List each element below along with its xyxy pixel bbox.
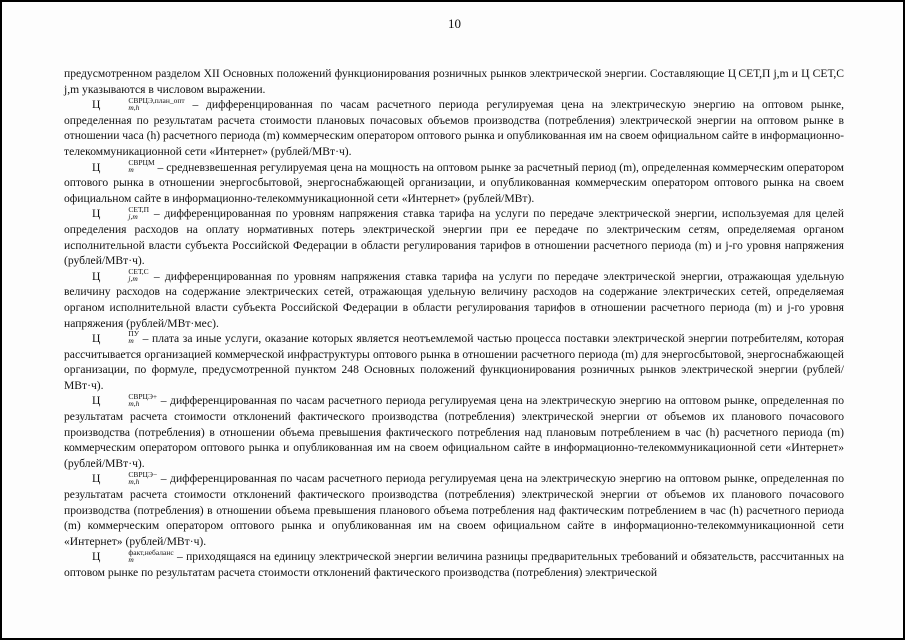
paragraph-definition: Ц СВРЦЭ− m,h – дифференцированная по часам расчетного периода регулируемая цена на электрическую энергию на оптовом рынке, определенная по результатам расчета стоимости отклонений фактического производства (потребления) электрической энергии от объемов их планового почасового производства (потребления) в отношении объема превышения планового объема потребления над фактическим потреблением в час (h) расчетного периода (m) коммерческим оператором оптового рынка и опубликованная им на своем официальном сайте в информационно-телекоммуникационной сети «Интернет» (рублей/МВт·ч).	[64, 469, 844, 548]
formula-symbol: Ц СВРЦМ m	[92, 157, 155, 174]
paragraph-definition: Ц СВРЦМ m – средневзвешенная регулируемая цена на мощность на оптовом рынке за расчетный период (m), определенная коммерческим оператором оптового рынка в отношении энергосбытовой, энергоснабжающей организации, и опубликованная коммерческим оператором оптового рынка на своем официальном сайте в информационно-телекоммуникационной сети «Интернет» (рублей/МВт).	[64, 157, 844, 205]
paragraph-definition: Ц факт,небаланс m – приходящаяся на единицу электрической энергии величина разницы предварительных требований и обязательств, рассчитанных на оптовом рынке по результатам расчета стоимости отклонений фактического производства (потребления) электрической	[64, 547, 844, 579]
document-body	[64, 66, 844, 581]
paragraph-definition: Ц СЕТ,С j,m – дифференцированная по уровням напряжения ставка тарифа на услуги по передаче электрической энергии, отражающая удельную величину расходов на содержание электрических сетей, отражающая удельную величину расходов на содержание электрических сетей, определяемая органом исполнительной власти субъекта Российской Федерации в области регулирования тарифов в отношении расчетного периода (m) и j-го уровня напряжения (рублей/МВт·мес).	[64, 267, 844, 330]
formula-symbol: Ц факт,небаланс m	[92, 547, 174, 564]
formula-symbol: Ц ПУ m	[92, 329, 140, 346]
formula-symbol: Ц СВРЦЭ− m,h	[92, 469, 158, 486]
paragraph-intro: предусмотренном разделом XII Основных положений функционирования розничных рынков электрической энергии. Составляющие Ц СЕТ,П j,m и Ц СЕТ,С j,m указываются в числовом выражении.	[64, 67, 844, 96]
paragraph-definition: Ц ПУ m – плата за иные услуги, оказание которых является неотъемлемой частью процесса поставки электрической энергии потребителям, которая рассчитывается организацией коммерческой инфраструктуры оптового рынка в отношении расчетного периода (m) для энергосбытовой, энергоснабжающей организации, по формуле, предусмотренной пунктом 248 Основных положений функционирования розничных рынков электрической энергии (рублей/МВт·ч).	[64, 329, 844, 392]
paragraph-definition: Ц СЕТ,П j,m – дифференцированная по уровням напряжения ставка тарифа на услуги по передаче электрической энергии, используемая для целей определения расходов на оплату нормативных потерь электрической энергии при ее передаче по электрическим сетям, определяемая органом исполнительной власти субъекта Российской Федерации в области регулирования тарифов в отношении расчетного периода (m) и j-го уровня напряжения (рублей/МВт·ч).	[64, 204, 844, 268]
formula-symbol: Ц СЕТ,С j,m	[92, 267, 149, 284]
page-number: 10	[448, 16, 461, 31]
paragraph-definition: Ц СВРЦЭ+ m,h – дифференцированная по часам расчетного периода регулируемая цена на электрическую энергию на оптовом рынке, определенная по результатам расчета стоимости отклонений фактического производства (потребления) электрической энергии от объемов их планового почасового производства (потребления) в отношении объема превышения фактического потребления над плановым потреблением в час (h) расчетного периода (m) коммерческим оператором оптового рынка и опубликованная им на своем официальном сайте в информационно-телекоммуникационной сети «Интернет» (рублей/МВт·ч).	[64, 391, 844, 470]
formula-symbol: Ц СВРЦЭ,план_опт m,h	[92, 95, 185, 112]
formula-symbol: Ц СВРЦЭ+ m,h	[92, 391, 158, 408]
paragraph-definition: Ц СВРЦЭ,план_опт m,h – дифференцированная по часам расчетного периода регулируемая цена на электрическую энергию на оптовом рынке, определенная по результатам расчета стоимости плановых почасовых объемов производства (потребления) электрической энергии на оптовом рынке в отношении часа (h) расчетного периода (m) коммерческим оператором оптового рынка и опубликованная им на своем официальном сайте в информационно-телекоммуникационной сети «Интернет» (рублей/МВт·ч).	[64, 95, 844, 158]
formula-symbol: Ц СЕТ,П j,m	[92, 204, 150, 221]
